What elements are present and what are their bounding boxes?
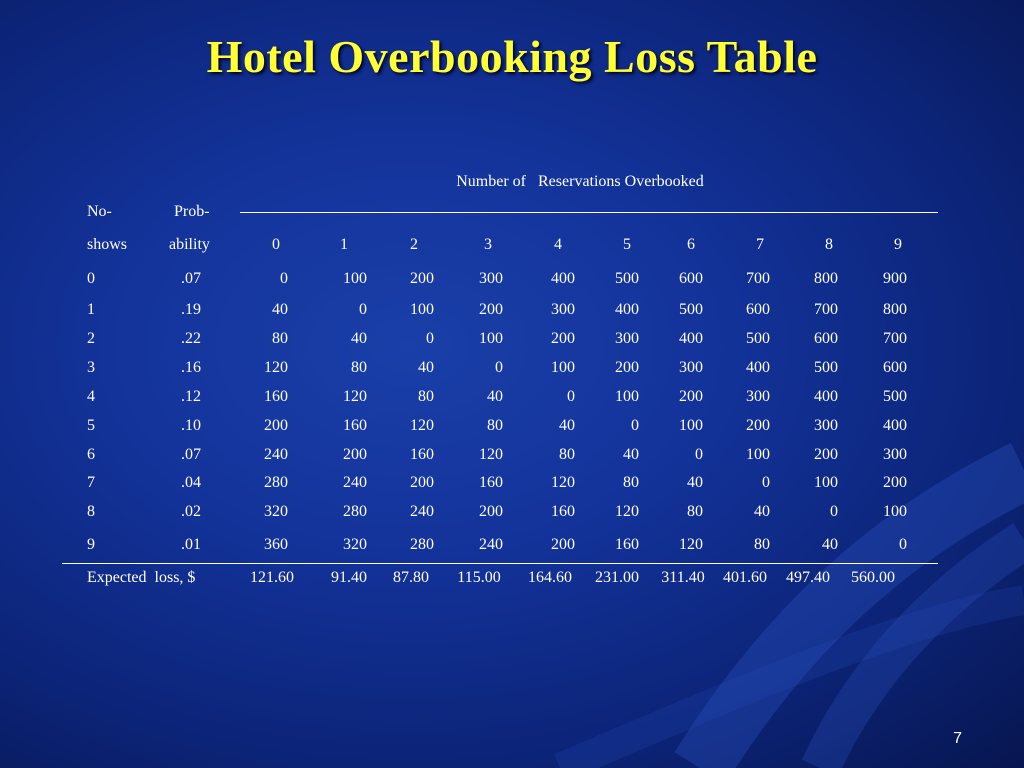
overbooked-col-header: 1	[340, 236, 348, 253]
noshows-cell: 9	[87, 536, 95, 553]
prob-header-top: Prob-	[174, 203, 210, 220]
expected-loss-label: Expected loss, $	[87, 569, 196, 586]
noshows-cell: 7	[87, 474, 95, 491]
loss-cell: 300	[883, 446, 907, 463]
noshows-cell: 8	[87, 503, 95, 520]
loss-cell: 40	[487, 388, 503, 405]
loss-cell: 300	[746, 388, 770, 405]
group-header: Number of Reservations Overbooked	[456, 173, 704, 190]
loss-cell: 200	[410, 270, 434, 287]
loss-cell: 120	[264, 359, 288, 376]
expected-loss-value: 311.40	[661, 569, 705, 586]
overbooked-col-header: 3	[484, 236, 492, 253]
loss-cell: 320	[343, 536, 367, 553]
noshows-cell: 3	[87, 359, 95, 376]
loss-cell: 160	[479, 474, 503, 491]
loss-cell: 200	[551, 536, 575, 553]
loss-cell: 40	[351, 330, 367, 347]
loss-cell: 40	[559, 417, 575, 434]
loss-cell: 500	[679, 301, 703, 318]
noshows-header-top: No-	[87, 203, 112, 220]
loss-cell: 40	[623, 446, 639, 463]
noshows-cell: 2	[87, 330, 95, 347]
loss-cell: 100	[479, 330, 503, 347]
loss-cell: 600	[746, 301, 770, 318]
loss-cell: 120	[479, 446, 503, 463]
page-number: 7	[953, 730, 962, 747]
loss-cell: 200	[551, 330, 575, 347]
expected-loss-value: 115.00	[457, 569, 501, 586]
loss-cell: 600	[679, 270, 703, 287]
loss-cell: 900	[883, 270, 907, 287]
loss-cell: 80	[687, 503, 703, 520]
loss-cell: 200	[410, 474, 434, 491]
loss-cell: 500	[883, 388, 907, 405]
prob-cell: .10	[181, 417, 201, 434]
loss-cell: 400	[551, 270, 575, 287]
expected-loss-value: 401.60	[723, 569, 767, 586]
loss-cell: 160	[410, 446, 434, 463]
loss-cell: 0	[762, 474, 770, 491]
loss-cell: 200	[343, 446, 367, 463]
loss-cell: 200	[746, 417, 770, 434]
loss-cell: 0	[495, 359, 503, 376]
loss-cell: 160	[615, 536, 639, 553]
loss-cell: 80	[351, 359, 367, 376]
loss-cell: 360	[264, 536, 288, 553]
loss-cell: 160	[343, 417, 367, 434]
prob-cell: .12	[181, 388, 201, 405]
loss-cell: 0	[899, 536, 907, 553]
expected-loss-value: 87.80	[393, 569, 429, 586]
expected-loss-value: 497.40	[786, 569, 830, 586]
loss-cell: 80	[559, 446, 575, 463]
loss-cell: 700	[814, 301, 838, 318]
footer-rule	[62, 563, 938, 564]
prob-cell: .07	[181, 446, 201, 463]
loss-cell: 100	[343, 270, 367, 287]
expected-loss-value: 121.60	[250, 569, 294, 586]
loss-cell: 500	[615, 270, 639, 287]
loss-cell: 400	[883, 417, 907, 434]
expected-loss-value: 164.60	[528, 569, 572, 586]
loss-cell: 300	[551, 301, 575, 318]
loss-cell: 100	[410, 301, 434, 318]
loss-cell: 500	[746, 330, 770, 347]
loss-cell: 200	[615, 359, 639, 376]
overbooked-col-header: 6	[687, 236, 695, 253]
loss-cell: 40	[418, 359, 434, 376]
loss-cell: 80	[623, 474, 639, 491]
loss-cell: 120	[343, 388, 367, 405]
loss-cell: 0	[695, 446, 703, 463]
loss-cell: 280	[264, 474, 288, 491]
noshows-cell: 1	[87, 301, 95, 318]
loss-cell: 400	[615, 301, 639, 318]
loss-cell: 120	[615, 503, 639, 520]
loss-cell: 200	[883, 474, 907, 491]
noshows-cell: 5	[87, 417, 95, 434]
overbooked-col-header: 0	[272, 236, 280, 253]
loss-cell: 300	[814, 417, 838, 434]
header-rule	[240, 212, 938, 213]
loss-cell: 160	[551, 503, 575, 520]
loss-cell: 100	[814, 474, 838, 491]
loss-cell: 0	[280, 270, 288, 287]
loss-cell: 280	[343, 503, 367, 520]
loss-cell: 80	[754, 536, 770, 553]
noshows-header-bottom: shows	[87, 236, 128, 253]
loss-cell: 280	[410, 536, 434, 553]
loss-cell: 0	[830, 503, 838, 520]
prob-cell: .16	[181, 359, 201, 376]
loss-cell: 800	[814, 270, 838, 287]
loss-cell: 40	[272, 301, 288, 318]
loss-cell: 160	[264, 388, 288, 405]
loss-cell: 300	[615, 330, 639, 347]
loss-cell: 40	[754, 503, 770, 520]
noshows-cell: 4	[87, 388, 95, 405]
expected-loss-value: 231.00	[595, 569, 639, 586]
prob-cell: .22	[181, 330, 201, 347]
prob-cell: .19	[181, 301, 201, 318]
loss-cell: 200	[479, 301, 503, 318]
overbooked-col-header: 7	[756, 236, 764, 253]
slide-title: Hotel Overbooking Loss Table	[206, 31, 818, 82]
loss-cell: 200	[814, 446, 838, 463]
expected-loss-value: 91.40	[331, 569, 367, 586]
loss-cell: 100	[679, 417, 703, 434]
loss-cell: 120	[410, 417, 434, 434]
loss-cell: 240	[410, 503, 434, 520]
loss-cell: 0	[567, 388, 575, 405]
prob-cell: .07	[181, 270, 201, 287]
overbooked-col-header: 4	[554, 236, 562, 253]
loss-cell: 320	[264, 503, 288, 520]
loss-cell: 40	[687, 474, 703, 491]
prob-header-bottom: ability	[169, 236, 210, 253]
loss-cell: 400	[679, 330, 703, 347]
loss-cell: 800	[883, 301, 907, 318]
loss-cell: 240	[264, 446, 288, 463]
loss-cell: 100	[615, 388, 639, 405]
prob-cell: .04	[181, 474, 201, 491]
loss-cell: 0	[426, 330, 434, 347]
loss-cell: 200	[679, 388, 703, 405]
overbooked-col-header: 8	[825, 236, 833, 253]
loss-cell: 40	[822, 536, 838, 553]
loss-cell: 0	[631, 417, 639, 434]
loss-cell: 100	[746, 446, 770, 463]
loss-cell: 100	[551, 359, 575, 376]
loss-cell: 80	[272, 330, 288, 347]
loss-cell: 240	[479, 536, 503, 553]
prob-cell: .01	[181, 536, 201, 553]
loss-cell: 300	[679, 359, 703, 376]
loss-cell: 100	[883, 503, 907, 520]
loss-cell: 200	[264, 417, 288, 434]
overbooked-col-header: 2	[410, 236, 418, 253]
loss-cell: 600	[883, 359, 907, 376]
loss-cell: 80	[487, 417, 503, 434]
noshows-cell: 6	[87, 446, 95, 463]
loss-cell: 500	[814, 359, 838, 376]
loss-cell: 120	[679, 536, 703, 553]
prob-cell: .02	[181, 503, 201, 520]
loss-cell: 80	[418, 388, 434, 405]
expected-loss-value: 560.00	[851, 569, 895, 586]
loss-cell: 400	[746, 359, 770, 376]
loss-cell: 700	[746, 270, 770, 287]
loss-cell: 600	[814, 330, 838, 347]
loss-cell: 120	[551, 474, 575, 491]
overbooked-col-header: 9	[894, 236, 902, 253]
loss-cell: 200	[479, 503, 503, 520]
loss-cell: 0	[359, 301, 367, 318]
loss-cell: 400	[814, 388, 838, 405]
loss-cell: 300	[479, 270, 503, 287]
loss-cell: 240	[343, 474, 367, 491]
loss-cell: 700	[883, 330, 907, 347]
noshows-cell: 0	[87, 270, 95, 287]
overbooked-col-header: 5	[623, 236, 631, 253]
